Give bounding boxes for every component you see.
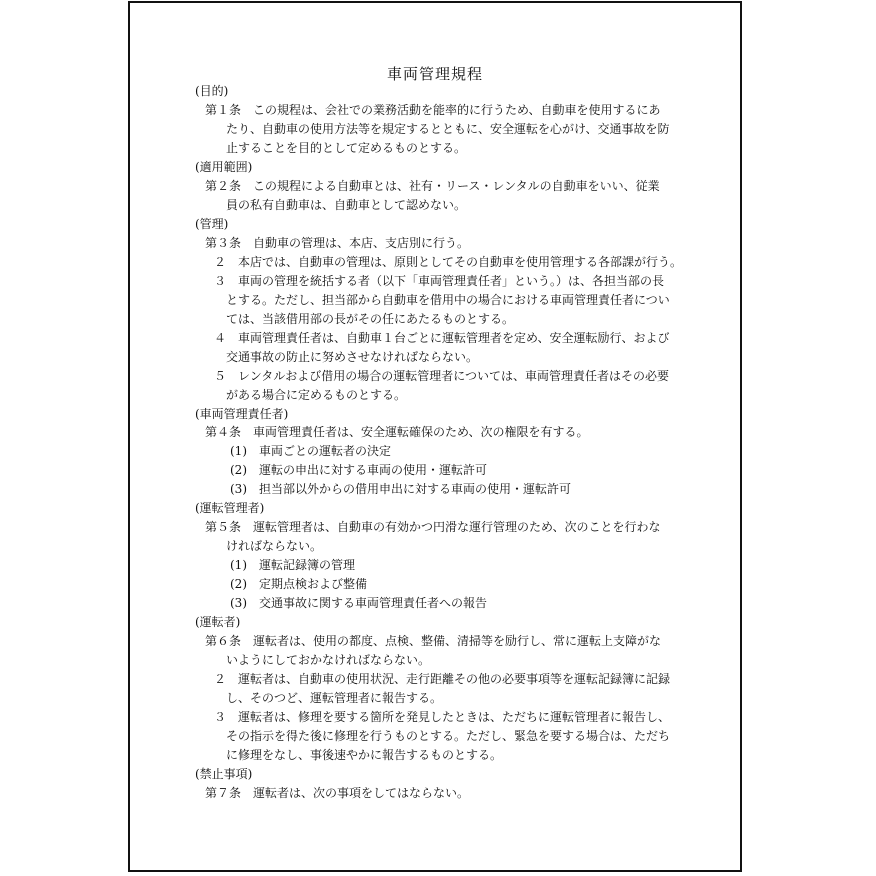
document-line: 止することを目的として定めるものとする。	[226, 141, 467, 155]
document-line: ければならない。	[226, 539, 323, 553]
document-line: ５ レンタルおよび借用の場合の運転管理者については、車両管理責任者はその必要	[214, 369, 669, 383]
document-page	[128, 1, 742, 872]
document-line: ４ 車両管理責任者は、自動車１台ごとに運転管理者を定め、安全運転励行、および	[214, 331, 670, 345]
document-line: いようにしておかなければならない。	[226, 653, 431, 667]
document-line: (管理)	[195, 217, 229, 231]
document-line: (適用範囲)	[195, 160, 253, 174]
document-line: ２ 本店では、自動車の管理は、原則としてその自動車を使用管理する各部課が行う。	[214, 255, 683, 269]
document-line: ３ 運転者は、修理を要する箇所を発見したときは、ただちに運転管理者に報告し、	[214, 710, 671, 724]
document-line: (2) 運転の申出に対する車両の使用・運転許可	[230, 463, 487, 477]
document-line: (運転管理者)	[195, 501, 265, 515]
document-title: 車両管理規程	[386, 65, 483, 83]
document-line: (目的)	[195, 84, 229, 98]
document-line: がある場合に定めるものとする。	[226, 388, 407, 402]
document-line: 員の私有自動車は、自動車として認めない。	[226, 198, 467, 212]
document-line: その指示を得た後に修理を行うものとする。ただし、緊急を要する場合は、ただち	[226, 729, 671, 743]
document-line: 第５条 運転管理者は、自動車の有効かつ円滑な運行管理のため、次のことを行わな	[205, 520, 661, 534]
document-line: (運転者)	[195, 615, 241, 629]
document-line: (3) 交通事故に関する車両管理責任者への報告	[230, 596, 487, 610]
document-line: ては、当該借用部の長がその任にあたるものとする。	[226, 312, 515, 326]
document-line: 第３条 自動車の管理は、本店、支店別に行う。	[205, 236, 470, 250]
document-line: (車両管理責任者)	[195, 407, 289, 421]
document-line: (3) 担当部以外からの借用申出に対する車両の使用・運転許可	[230, 482, 572, 496]
document-line: し、そのつど、運転管理者に報告する。	[226, 691, 443, 705]
document-line: 第１条 この規程は、会社での業務活動を能率的に行うため、自動車を使用するにあ	[205, 103, 661, 117]
document-line: (1) 車両ごとの運転者の決定	[230, 444, 391, 458]
document-line: 第２条 この規程による自動車とは、社有・リース・レンタルの自動車をいい、従業	[205, 179, 660, 193]
document-line: 第７条 運転者は、次の事項をしてはならない。	[205, 786, 470, 800]
document-line: 第６条 運転者は、使用の都度、点検、整備、清掃等を励行し、常に運転上支障がな	[205, 634, 662, 648]
document-line: たり、自動車の使用方法等を規定するとともに、安全運転を心がけ、交通事故を防	[226, 122, 670, 136]
document-line: (1) 運転記録簿の管理	[230, 558, 355, 572]
document-line: 交通事故の防止に努めさせなければならない。	[226, 350, 479, 364]
document-line: ３ 車両の管理を統括する者（以下「車両管理責任者」という。）は、各担当部の長	[214, 274, 665, 288]
document-line: (2) 定期点検および整備	[230, 577, 367, 591]
document-line: に修理をなし、事後速やかに報告するものとする。	[226, 748, 503, 762]
document-line: (禁止事項)	[195, 767, 253, 781]
document-line: 第４条 車両管理責任者は、安全運転確保のため、次の権限を有する。	[205, 425, 589, 439]
document-line: とする。ただし、担当部から自動車を借用中の場合における車両管理責任者につい	[226, 293, 670, 307]
document-line: ２ 運転者は、自動車の使用状況、走行距離その他の必要事項等を運転記録簿に記録	[214, 672, 671, 686]
